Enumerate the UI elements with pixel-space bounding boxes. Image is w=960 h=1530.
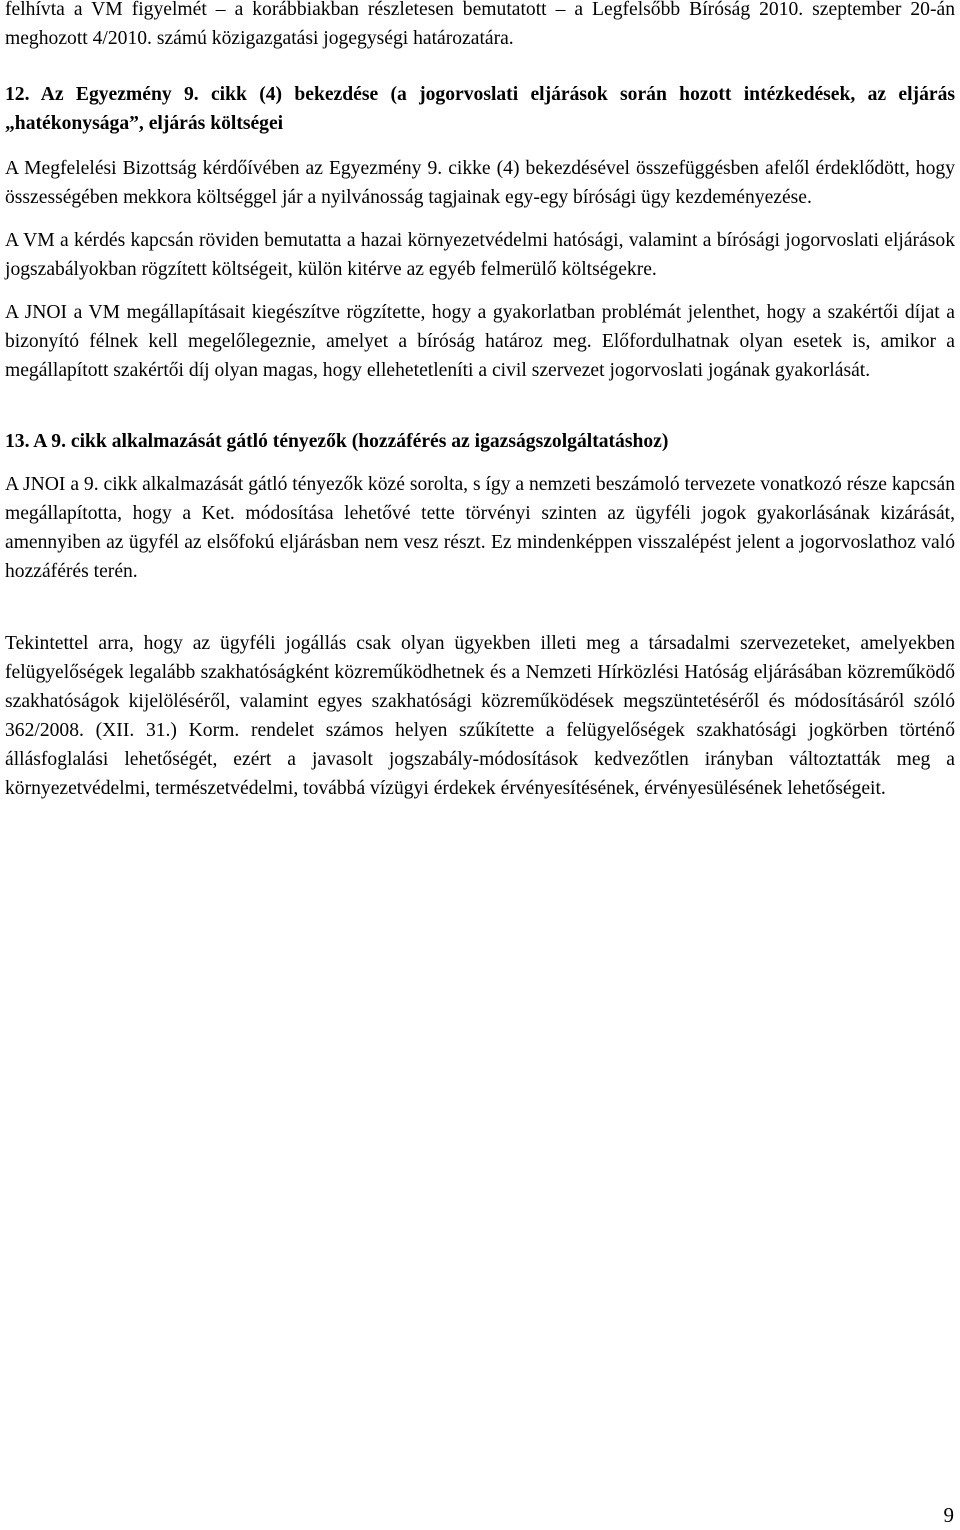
intro-paragraph: felhívta a VM figyelmét – a korábbiakban részletesen bemutatott – a Legfelsőbb Bíróság 2010. szeptember 20-án meghozott 4/2010. számú közigazgatási jogegységi határozatára. xyxy=(5,0,955,49)
document-page xyxy=(5,0,955,803)
page-number: 9 xyxy=(943,1503,954,1527)
section-12-paragraph-3: A JNOI a VM megállapításait kiegészítve rögzítette, hogy a gyakorlatban problémát jelenthet, hogy a szakértői díjat a bizonyító félnek kell megelőlegeznie, amelyet a bíróság határoz meg. Előfordulhatnak olyan esetek is, amikor a megállapított szakértői díj olyan magas, hogy ellehetetleníti a civil szervezet jogorvoslati jogának gyakorlását. xyxy=(5,302,955,381)
section-12-heading: 12. Az Egyezmény 9. cikk (4) bekezdése (a jogorvoslati eljárások során hozott intézkedések, az eljárás „hatékonysága”, eljárás költségei xyxy=(5,84,955,134)
section-13-paragraph-1: A JNOI a 9. cikk alkalmazását gátló tényezők közé sorolta, s így a nemzeti beszámoló tervezete vonatkozó része kapcsán megállapította, hogy a Ket. módosítása lehetővé tette törvényi szinten az ügyféli jogok gyakorlásának kizárását, amennyiben az ügyfél az elsőfokú eljárásban nem vesz részt. Ez mindenképpen visszalépést jelent a jogorvoslathoz való hozzáférés terén. xyxy=(5,474,955,582)
section-12-paragraph-2: A VM a kérdés kapcsán röviden bemutatta a hazai környezetvédelmi hatósági, valamint a bírósági jogorvoslati eljárások jogszabályokban rögzített költségeit, külön kitérve az egyéb felmerülő költségekre. xyxy=(5,230,955,280)
section-13-heading: 13. A 9. cikk alkalmazását gátló tényezők (hozzáférés az igazságszolgáltatáshoz) xyxy=(5,431,669,452)
section-12-paragraph-1: A Megfelelési Bizottság kérdőívében az Egyezmény 9. cikke (4) bekezdésével összefüggésben afelől érdeklődött, hogy összességében mekkora költséggel jár a nyilvánosság tagjainak egy-egy bírósági ügy kezdeményezése. xyxy=(5,158,955,208)
section-13-paragraph-2: Tekintettel arra, hogy az ügyféli jogállás csak olyan ügyekben illeti meg a társadalmi szervezeteket, amelyekben felügyelőségek legalább szakhatóságként közreműködhetnek és a Nemzeti Hírközlési Hatóság eljárásában közreműködő szakhatóságok kijelöléséről, valamint egyes szakhatósági közreműködések megszüntetéséről és módosításáról szóló 362/2008. (XII. 31.) Korm. rendelet számos helyen szűkítette a felügyelőségek szakhatósági jogkörben történő állásfoglalási lehetőségét, ezért a javasolt jogszabály-módosítások kedvezőtlen irányban változtatták meg a környezetvédelmi, természetvédelmi, továbbá vízügyi érdekek érvényesítésének, érvényesülésének lehetőségeit. xyxy=(5,633,955,799)
